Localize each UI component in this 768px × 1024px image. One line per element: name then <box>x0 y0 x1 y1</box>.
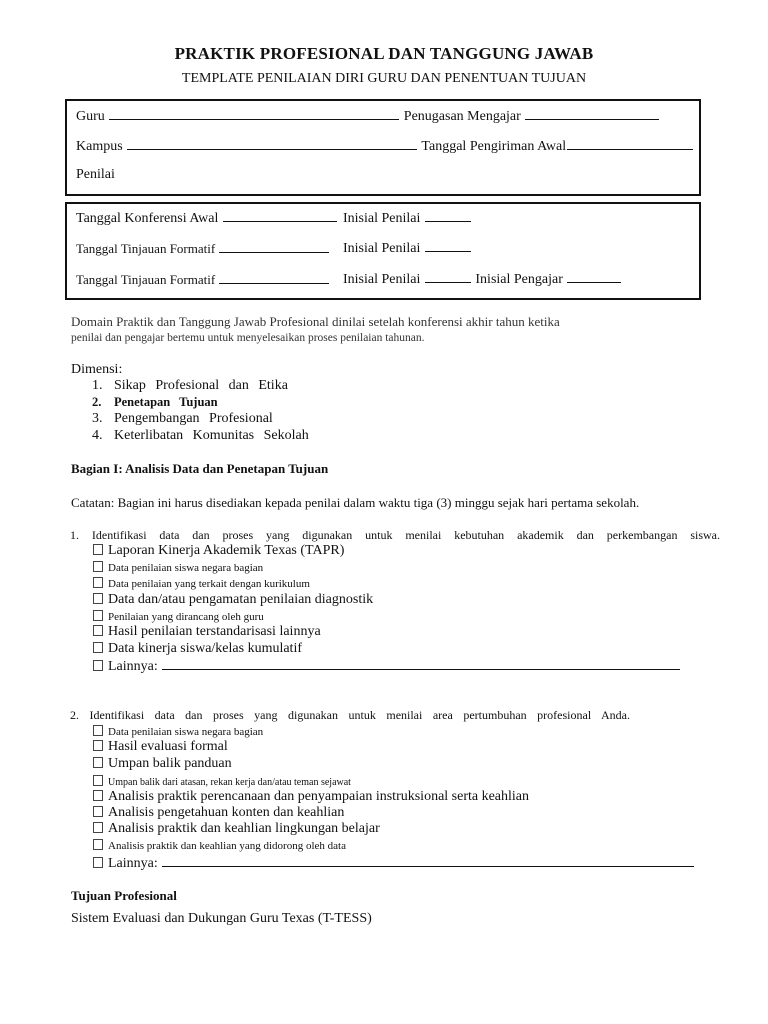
q2-other-field[interactable] <box>162 854 694 867</box>
goals-heading: Tujuan Profesional <box>71 888 177 903</box>
section1-note: Catatan: Bagian ini harus disediakan kepada penilai dalam waktu tiga (3) minggu sejak hari pertama sekolah. <box>71 495 640 510</box>
inisial-penilai-field-1[interactable] <box>425 209 471 222</box>
checkbox[interactable] <box>93 610 103 621</box>
checkbox[interactable] <box>93 577 103 588</box>
checkbox[interactable] <box>93 561 103 572</box>
date-row-1 <box>76 209 338 227</box>
q1-option-6[interactable]: Hasil penilaian terstandarisasi lainnya <box>93 624 321 640</box>
tanggal-pengiriman-field[interactable] <box>567 137 693 150</box>
guru-label: Guru <box>76 109 105 124</box>
page-title: PRAKTIK PROFESIONAL DAN TANGGUNG JAWAB <box>174 44 594 63</box>
q1-option-1[interactable]: Laporan Kinerja Akademik Texas (TAPR) <box>93 543 344 559</box>
intro-line-1: Domain Praktik dan Tanggung Jawab Profesional dinilai setelah konferensi akhir tahun ketika <box>71 314 560 329</box>
q2-option-4[interactable]: Umpan balik dari atasan, rekan kerja dan/atau teman sejawat <box>93 775 351 788</box>
penugasan-field[interactable] <box>525 107 659 120</box>
date-row-2 <box>76 240 330 257</box>
intro-line-2: penilai dan pengajar bertemu untuk menyelesaikan proses penilaian tahunan. <box>71 332 425 344</box>
inisial-penilai-label: Inisial Penilai <box>343 272 421 287</box>
inisial-penilai-row-2 <box>343 239 472 257</box>
penilai-label: Penilai <box>76 167 115 182</box>
page-subtitle: TEMPLATE PENILAIAN DIRI GURU DAN PENENTUAN TUJUAN <box>181 71 587 86</box>
checkbox[interactable] <box>93 790 103 801</box>
inisial-penilai-label: Inisial Penilai <box>343 241 421 256</box>
checkbox[interactable] <box>93 857 103 868</box>
penilai-row <box>76 167 115 183</box>
q1-option-2[interactable]: Data penilaian siswa negara bagian <box>93 561 263 574</box>
checkbox[interactable] <box>93 822 103 833</box>
q1-option-4[interactable]: Data dan/atau pengamatan penilaian diagnostik <box>93 592 373 608</box>
penugasan-label: Penugasan Mengajar <box>403 109 521 124</box>
dimensions-list <box>92 378 309 444</box>
checkbox[interactable] <box>93 642 103 653</box>
q2-option-5[interactable]: Analisis praktik perencanaan dan penyampaian instruksional serta keahlian <box>93 789 529 805</box>
question2-text: 2. Identifikasi data dan proses yang digunakan untuk menilai area pertumbuhan profesional Anda. <box>70 708 630 722</box>
kampus-field[interactable] <box>127 137 417 150</box>
q2-option-other[interactable]: Lainnya: <box>93 854 695 872</box>
inisial-row-3 <box>343 270 622 288</box>
dimension-item-3: 3. Pengembangan Profesional <box>92 411 273 426</box>
checkbox[interactable] <box>93 775 103 786</box>
checkbox[interactable] <box>93 757 103 768</box>
guru-field[interactable] <box>109 107 399 120</box>
q1-option-other[interactable]: Lainnya: <box>93 657 681 675</box>
q2-option-8[interactable]: Analisis praktik dan keahlian yang didorong oleh data <box>93 839 346 852</box>
inisial-penilai-field-2[interactable] <box>425 239 471 252</box>
kampus-row <box>76 137 694 155</box>
q2-option-2[interactable]: Hasil evaluasi formal <box>93 739 228 755</box>
inisial-pengajar-field[interactable] <box>567 270 621 283</box>
q1-option-7[interactable]: Data kinerja siswa/kelas kumulatif <box>93 641 302 657</box>
tinjauan-formatif-field-2[interactable] <box>219 271 329 284</box>
info-box <box>65 99 701 196</box>
checkbox[interactable] <box>93 725 103 736</box>
q2-option-6[interactable]: Analisis pengetahuan konten dan keahlian <box>93 805 344 821</box>
kampus-label: Kampus <box>76 139 123 154</box>
checkbox[interactable] <box>93 660 103 671</box>
dimension-item-1: 1. Sikap Profesional dan Etika <box>92 378 288 393</box>
q2-option-7[interactable]: Analisis praktik dan keahlian lingkungan belajar <box>93 821 380 837</box>
guru-row <box>76 107 660 125</box>
inisial-penilai-label: Inisial Penilai <box>343 211 421 226</box>
question1-text: 1. Identifikasi data dan proses yang digunakan untuk menilai kebutuhan akademik dan perkembangan siswa. <box>70 528 720 542</box>
q2-option-1[interactable]: Data penilaian siswa negara bagian <box>93 725 263 738</box>
q1-option-5[interactable]: Penilaian yang dirancang oleh guru <box>93 610 264 623</box>
tanggal-pengiriman-label: Tanggal Pengiriman Awal <box>421 139 567 154</box>
checkbox[interactable] <box>93 625 103 636</box>
goals-system: Sistem Evaluasi dan Dukungan Guru Texas (T-TESS) <box>71 911 372 926</box>
inisial-penilai-row-1 <box>343 209 472 227</box>
date-row-3 <box>76 271 330 288</box>
checkbox[interactable] <box>93 806 103 817</box>
section1-heading: Bagian I: Analisis Data dan Penetapan Tujuan <box>71 461 329 476</box>
dimension-item-2: 2. Penetapan Tujuan <box>92 394 218 409</box>
dimensions-heading: Dimensi: <box>71 362 123 377</box>
date-box <box>65 202 701 300</box>
q1-option-3[interactable]: Data penilaian yang terkait dengan kurikulum <box>93 577 310 590</box>
inisial-penilai-field-3[interactable] <box>425 270 471 283</box>
checkbox[interactable] <box>93 593 103 604</box>
inisial-pengajar-label: Inisial Pengajar <box>475 272 563 287</box>
tinjauan-formatif-label-1: Tanggal Tinjauan Formatif <box>76 241 216 256</box>
tinjauan-formatif-field-1[interactable] <box>219 240 329 253</box>
tinjauan-formatif-label-2: Tanggal Tinjauan Formatif <box>76 272 216 287</box>
checkbox[interactable] <box>93 544 103 555</box>
checkbox[interactable] <box>93 839 103 850</box>
q2-option-3[interactable]: Umpan balik panduan <box>93 756 232 772</box>
q1-other-field[interactable] <box>162 657 680 670</box>
konferensi-awal-label: Tanggal Konferensi Awal <box>76 211 219 226</box>
checkbox[interactable] <box>93 740 103 751</box>
dimension-item-4: 4. Keterlibatan Komunitas Sekolah <box>92 427 309 443</box>
konferensi-awal-field[interactable] <box>223 209 337 222</box>
